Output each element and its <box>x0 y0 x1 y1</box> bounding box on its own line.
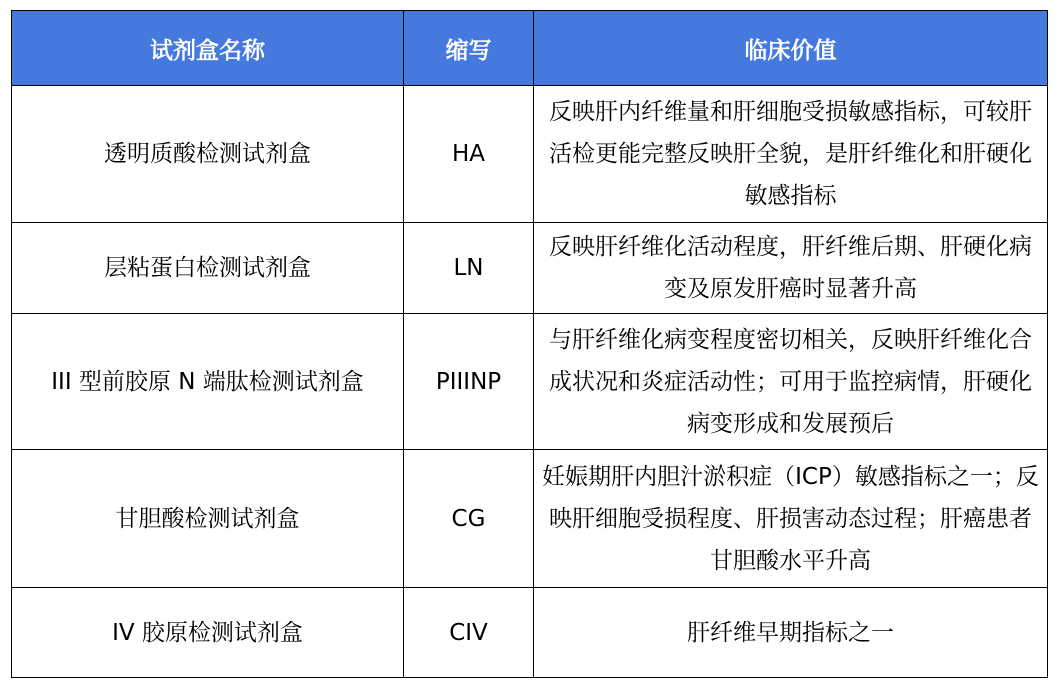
header-kit-name: 试剂盒名称 <box>12 11 404 86</box>
abbreviation-cell: CG <box>404 450 534 588</box>
clinical-value-text: 反映肝纤维化活动程度，肝纤维后期、肝硬化病变及原发肝癌时显著升高 <box>549 234 1032 302</box>
kit-name-cell: III 型前胶原 N 端肽检测试剂盒 <box>12 314 404 450</box>
clinical-value-text: 妊娠期肝内胆汁淤积症（ICP）敏感指标之一；反映肝细胞受损程度、肝损害动态过程；肝癌患者甘胆酸水平升高 <box>542 463 1039 574</box>
abbreviation-cell: HA <box>404 86 534 223</box>
clinical-value-text: 与肝纤维化病变程度密切相关，反映肝纤维化合成状况和炎症活动性；可用于监控病情，肝硬化病变形成和发展预后 <box>549 326 1032 437</box>
abbreviation-cell: CIV <box>404 588 534 678</box>
kit-name-cell: 甘胆酸检测试剂盒 <box>12 450 404 588</box>
table-row <box>12 314 1048 450</box>
clinical-value-cell <box>534 450 1048 588</box>
abbreviation-cell: PIIINP <box>404 314 534 450</box>
header-clinical-value: 临床价值 <box>534 11 1048 86</box>
kit-name-cell: 透明质酸检测试剂盒 <box>12 86 404 223</box>
header-abbreviation: 缩写 <box>404 11 534 86</box>
clinical-value-cell <box>534 588 1048 678</box>
clinical-value-cell <box>534 314 1048 450</box>
clinical-value-text: 反映肝内纤维量和肝细胞受损敏感指标，可较肝活检更能完整反映肝全貌，是肝纤维化和肝硬化敏感指标 <box>549 99 1032 209</box>
clinical-value-cell <box>534 86 1048 223</box>
table-row <box>12 450 1048 588</box>
clinical-value-cell <box>534 223 1048 314</box>
kit-name-cell: 层粘蛋白检测试剂盒 <box>12 223 404 314</box>
table-row <box>12 223 1048 314</box>
table-row <box>12 588 1048 678</box>
table-row <box>12 86 1048 223</box>
abbreviation-cell: LN <box>404 223 534 314</box>
clinical-value-text: 肝纤维早期指标之一 <box>687 619 894 646</box>
kit-name-cell: IV 胶原检测试剂盒 <box>12 588 404 678</box>
reagent-kit-table <box>11 10 1048 678</box>
table-header-row <box>12 11 1048 86</box>
